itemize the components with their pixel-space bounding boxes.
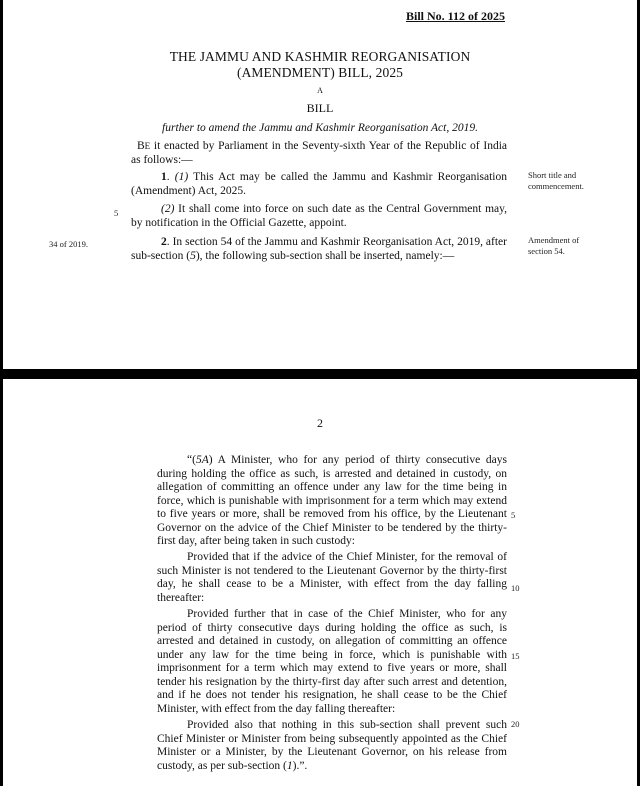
third-proviso-text: Provided also that nothing in this sub-section shall prevent such Chief Minister or Minister from being subsequently appointed as the Chief Minister or a Minister, by the Lieutenant Governor, on his release from custody, as per sub-section ( [157, 719, 507, 772]
enacting-smallcaps: E [144, 141, 151, 151]
clause-5a-text: ) A Minister, who for any period of thirty consecutive days during holding the office as such, is arrested and detained in custody, on allegation of committing an offence under any law for the time being in force, which is punishable with imprisonment for a term which may extend to five years or more, shall be removed from his office, by the Lieutenant Governor on the advice of the Chief Minister to be tendered by the thirty-first day, after being taken in such custody: [157, 454, 507, 547]
section-2-subsection-number: 5 [190, 249, 196, 262]
page-one [3, 0, 637, 369]
line-number-5: 5 [114, 208, 119, 218]
clause-5a [157, 454, 507, 549]
third-proviso [157, 719, 507, 773]
first-proviso: Provided that if the advice of the Chief Minister, for the removal of such Minister is not tendered to the Lieutenant Governor by the thirty-first day, he shall cease to be a Minister, with effect from the day falling thereafter: [157, 551, 507, 604]
bill-label: BILL [306, 101, 334, 115]
section-1-sub-2-number: (2) [161, 203, 175, 215]
title-line-2: (AMENDMENT) BILL, 2025 [236, 65, 404, 80]
section-1-sub-2 [131, 203, 507, 230]
line-number-10: 10 [511, 583, 520, 593]
bill-number: Bill No. 112 of 2025 [405, 9, 505, 23]
left-reference: 34 of 2019. [49, 239, 88, 249]
enacting-formula [131, 140, 507, 167]
long-title: further to amend the Jammu and Kashmir Reorganisation Act, 2019. [162, 122, 478, 134]
third-proviso-subsection: 1 [286, 759, 293, 772]
second-proviso: Provided further that in case of the Chief Minister, who for any period of thirty consecutive days during holding the office as such, is arrested and detained in custody, on allegation of committing an offence under any law for the time being in force, which is punishable with imprisonment for a term which may extend to five years or more, shall tender his resignation by the thirty-first day after such arrest and detention, and if he does not tender his resignation, he shall cease to be the Chief Minister, with effect from the day falling thereafter: [157, 608, 507, 715]
enacting-text: it enacted by Parliament in the Seventy-sixth Year of the Republic of India as follows:— [131, 140, 507, 166]
a-letter: A [317, 86, 323, 95]
page-two [3, 379, 637, 786]
section-1-number: 1 [161, 171, 167, 183]
clause-5a-label: 5A [195, 454, 209, 466]
bill-title [3, 49, 637, 81]
section-2: 2. In section 54 of the Jammu and Kashmir Reorganisation Act, 2019, after sub-section (5), the following sub-section shall be inserted, namely:— [131, 236, 507, 262]
margin-note-short-title: Short title and commencement. [528, 170, 584, 191]
line-number-20: 20 [511, 719, 520, 729]
enacting-first-letter: B [137, 140, 145, 152]
section-1-sub-1-text: This Act may be called the Jammu and Kashmir Reorganisation (Amendment) Act, 2025. [131, 171, 508, 197]
margin-note-amendment: Amendment of section 54. [528, 235, 580, 256]
section-2-text-a: In section 54 of the Jammu and Kashmir Reorganisation Act, 2019, after sub-section ( [131, 236, 507, 262]
section-1-sub-2-text: It shall come into force on such date as the Central Government may, by notification in the Official Gazette, appoint. [131, 203, 507, 229]
third-proviso-close: ).”. [292, 759, 308, 772]
clause-open-quote: “( [187, 454, 196, 466]
section-1-sub-1: 1. (1) This Act may be called the Jammu and Kashmir Reorganisation (Amendment) Act, 2025. [131, 171, 508, 197]
title-line-1: THE JAMMU AND KASHMIR REORGANISATION [169, 49, 471, 64]
line-number-5: 5 [511, 510, 516, 520]
line-number-15: 15 [511, 651, 520, 661]
page-number: 2 [317, 416, 323, 430]
section-2-number: 2 [161, 236, 167, 248]
section-1-sub-1-number: (1) [174, 171, 189, 183]
section-2-text-b: ), the following sub-section shall be inserted, namely:— [195, 249, 455, 262]
